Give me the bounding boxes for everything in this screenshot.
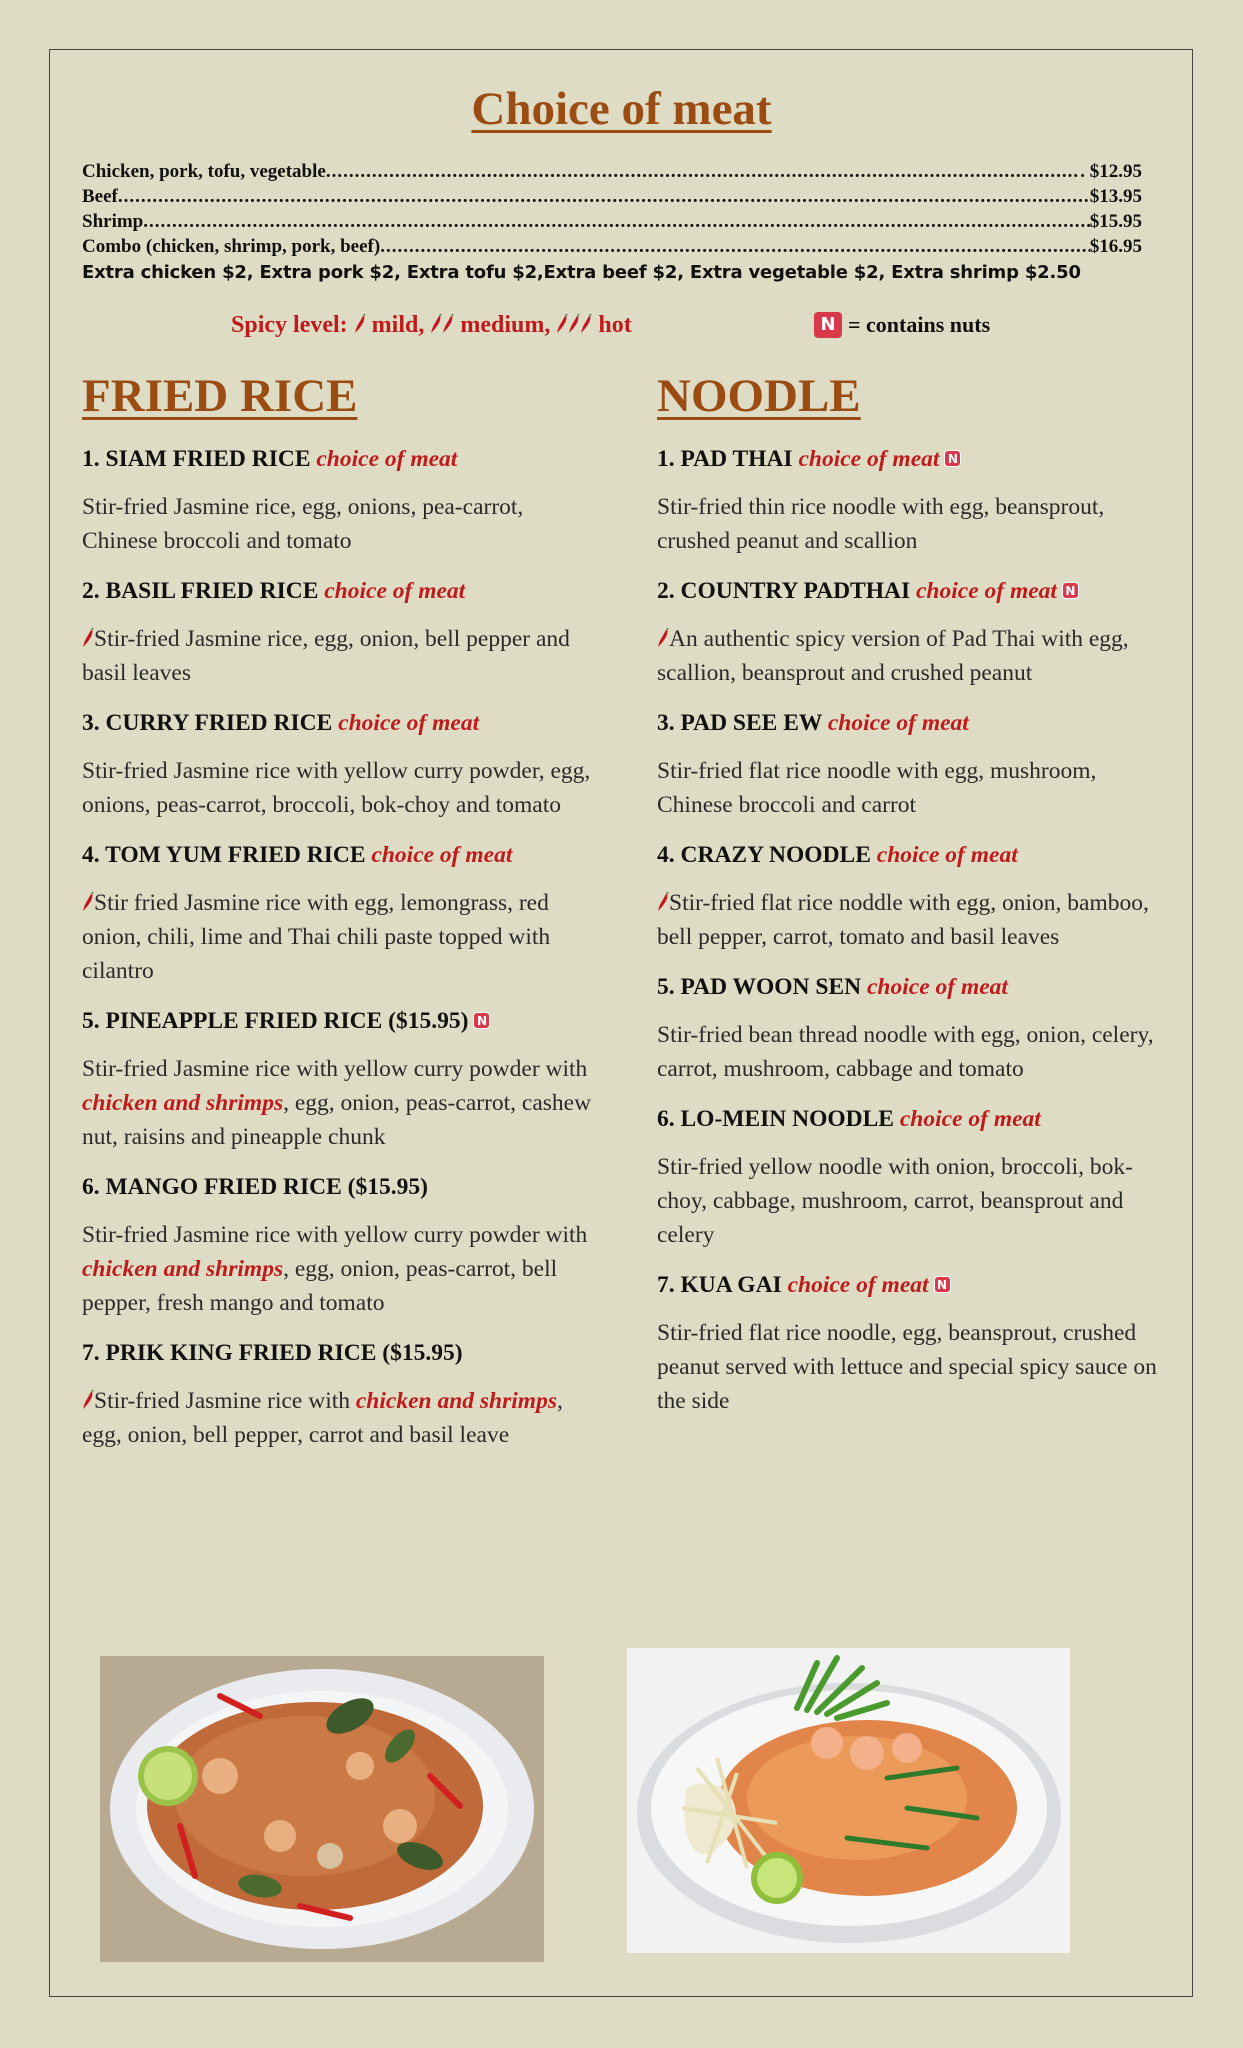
section-title-fried-rice: FRIED RICE <box>82 370 358 422</box>
item-name: 2. COUNTRY PADTHAI <box>657 578 911 604</box>
item-name: 2. BASIL FRIED RICE <box>82 578 319 604</box>
item-description-text: Stir-fried Jasmine rice with yellow curry powder with <box>82 1222 588 1248</box>
nuts-badge-icon: N <box>944 450 961 467</box>
item-description <box>82 1384 592 1452</box>
item-description <box>657 886 1167 954</box>
menu-item <box>657 840 1167 954</box>
chili-pepper-icon <box>82 628 94 648</box>
item-description-text: An authentic spicy version of Pad Thai with egg, scallion, beansprout and crushed peanut <box>657 626 1129 686</box>
menu-item <box>82 444 592 558</box>
choice-of-meat-label: choice of meat <box>324 578 466 604</box>
dot-leader <box>118 184 1090 209</box>
item-description: Stir-fried flat rice noodle, egg, beansprout, crushed peanut served with lettuce and special spicy sauce on the side <box>657 1320 1157 1414</box>
chili-pepper-icon <box>556 314 568 334</box>
chili-pepper-icon <box>568 314 580 334</box>
menu-item <box>82 1172 592 1320</box>
price-row <box>82 209 1142 234</box>
highlight-meat: chicken and shrimps <box>355 1388 557 1414</box>
nuts-badge-icon: N <box>934 1276 951 1293</box>
noodle-column <box>657 366 1167 1436</box>
item-title <box>82 1338 592 1368</box>
spicy-label: Spicy level: <box>231 312 348 338</box>
item-description <box>82 622 592 690</box>
price-item-name: Chicken, pork, tofu, vegetable <box>82 161 326 182</box>
section-title-noodle: NOODLE <box>657 370 861 422</box>
item-description-text: Stir fried Jasmine rice with egg, lemongrass, red onion, chili, lime and Thai chili paste topped with cilantro <box>82 890 551 984</box>
item-description <box>82 886 592 988</box>
spicy-legend <box>231 312 632 339</box>
choice-of-meat-label: choice of meat <box>338 710 480 736</box>
choice-of-meat-label: choice of meat <box>899 1106 1041 1132</box>
item-name: 3. PAD SEE EW <box>657 710 822 736</box>
price-item-name: Shrimp <box>82 211 144 232</box>
spicy-mild: mild, <box>371 312 425 338</box>
extras-line: Extra chicken $2, Extra pork $2, Extra tofu $2,Extra beef $2, Extra vegetable $2, Extra shrimp $2.50 <box>82 262 1081 283</box>
item-name: 5. PAD WOON SEN <box>657 974 862 1000</box>
menu-item <box>657 1104 1167 1252</box>
menu-item <box>82 1006 592 1154</box>
choice-of-meat-label: choice of meat <box>787 1272 929 1298</box>
chili-pepper-icon <box>82 1390 94 1410</box>
chili-pepper-icon <box>442 314 454 334</box>
chili-pepper-icon <box>657 892 669 912</box>
dot-leader <box>143 209 1090 234</box>
item-title <box>657 708 1167 738</box>
item-description: Stir-fried Jasmine rice, egg, onions, pea-carrot, Chinese broccoli and tomato <box>82 494 524 554</box>
item-description-text: , egg, onion, peas-carrot, bell pepper, fresh mango and tomato <box>82 1256 558 1316</box>
item-description-text: Stir-fried Jasmine rice with <box>94 1388 356 1414</box>
item-name: 6. MANGO FRIED RICE ($15.95) <box>82 1174 428 1200</box>
price-value: $16.95 <box>1089 236 1142 257</box>
item-description: Stir-fried thin rice noodle with egg, beansprout, crushed peanut and scallion <box>657 494 1105 554</box>
item-description: Stir-fried bean thread noodle with egg, onion, celery, carrot, mushroom, cabbage and tomato <box>657 1022 1154 1082</box>
pad-thai-photo <box>627 1648 1070 1953</box>
spicy-medium: medium, <box>460 312 551 338</box>
choice-of-meat-label: choice of meat <box>876 842 1018 868</box>
menu-item <box>657 708 1167 822</box>
legend <box>0 312 1243 352</box>
item-description-text: Stir-fried flat rice noddle with egg, onion, bamboo, bell pepper, carrot, tomato and basil leaves <box>657 890 1149 950</box>
nuts-legend <box>814 312 990 338</box>
menu-item <box>82 840 592 988</box>
item-name: 1. SIAM FRIED RICE <box>82 446 311 472</box>
spicy-hot: hot <box>598 312 632 338</box>
dot-leader <box>326 159 1080 184</box>
fried-rice-plate-image <box>100 1656 544 1962</box>
item-description-text: Stir-fried Jasmine rice with yellow curry powder with <box>82 1056 588 1082</box>
price-row <box>82 234 1142 259</box>
choice-of-meat-label: choice of meat <box>915 578 1057 604</box>
price-value: $13.95 <box>1089 186 1142 207</box>
item-title <box>657 1104 1167 1134</box>
item-title <box>657 444 1167 474</box>
item-description-text: Stir-fried Jasmine rice, egg, onion, bell pepper and basil leaves <box>82 626 570 686</box>
nuts-badge-icon: N <box>473 1012 490 1029</box>
item-name: 7. PRIK KING FRIED RICE ($15.95) <box>82 1340 463 1366</box>
item-name: 3. CURRY FRIED RICE <box>82 710 333 736</box>
choice-of-meat-label: choice of meat <box>316 446 458 472</box>
menu-item <box>82 708 592 822</box>
price-value: $15.95 <box>1089 211 1142 232</box>
item-title <box>82 840 592 870</box>
item-title <box>82 1172 592 1202</box>
item-description: Stir-fried yellow noodle with onion, broccoli, bok-choy, cabbage, mushroom, carrot, beansprout and celery <box>657 1154 1133 1248</box>
page-title: Choice of meat <box>471 83 772 135</box>
item-name: 4. CRAZY NOODLE <box>657 842 871 868</box>
chili-pepper-icon <box>580 314 592 334</box>
choice-of-meat-label: choice of meat <box>798 446 940 472</box>
highlight-meat: chicken and shrimps <box>82 1256 284 1282</box>
dot-leader <box>380 234 1090 259</box>
item-description: Stir-fried Jasmine rice with yellow curry powder, egg, onions, peas-carrot, broccoli, bok-choy and tomato <box>82 758 591 818</box>
item-description <box>82 1052 592 1154</box>
menu-item <box>657 444 1167 558</box>
chili-pepper-icon <box>430 314 442 334</box>
item-description: Stir-fried flat rice noodle with egg, mushroom, Chinese broccoli and carrot <box>657 758 1097 818</box>
item-title <box>657 576 1167 606</box>
item-title <box>82 708 592 738</box>
item-title <box>657 972 1167 1002</box>
menu-item <box>82 576 592 690</box>
highlight-meat: chicken and shrimps <box>82 1090 284 1116</box>
item-title <box>82 1006 592 1036</box>
item-title <box>82 576 592 606</box>
price-list <box>82 159 1142 287</box>
menu-item <box>657 1270 1167 1418</box>
item-description-text: , egg, onion, peas-carrot, cashew nut, raisins and pineapple chunk <box>82 1090 592 1150</box>
menu-item <box>657 972 1167 1086</box>
nuts-legend-text: = contains nuts <box>848 312 991 337</box>
fried-rice-photo <box>100 1656 544 1962</box>
item-name: 7. KUA GAI <box>657 1272 782 1298</box>
price-row <box>82 159 1142 184</box>
price-item-name: Combo (chicken, shrimp, pork, beef) <box>82 236 381 257</box>
item-title <box>82 444 592 474</box>
item-name: 6. LO-MEIN NOODLE <box>657 1106 894 1132</box>
price-row <box>82 184 1142 209</box>
menu-item <box>657 576 1167 690</box>
item-title <box>657 840 1167 870</box>
item-description <box>657 622 1167 690</box>
chili-pepper-icon <box>354 314 366 334</box>
item-name: 1. PAD THAI <box>657 446 793 472</box>
nuts-badge-icon: N <box>814 312 842 338</box>
nuts-badge-icon: N <box>1062 582 1079 599</box>
fried-rice-column <box>82 366 592 1470</box>
price-item-name: Beef <box>82 186 118 207</box>
chili-pepper-icon <box>82 892 94 912</box>
item-title <box>657 1270 1167 1300</box>
item-description-text: , egg, onion, bell pepper, carrot and basil leave <box>82 1388 563 1448</box>
choice-of-meat-label: choice of meat <box>371 842 513 868</box>
chili-pepper-icon <box>657 628 669 648</box>
menu-item <box>82 1338 592 1452</box>
choice-of-meat-label: choice of meat <box>867 974 1008 1000</box>
item-name: 4. TOM YUM FRIED RICE <box>82 842 366 868</box>
choice-of-meat-label: choice of meat <box>827 710 969 736</box>
item-description <box>82 1218 592 1320</box>
pad-thai-plate-image <box>627 1648 1070 1953</box>
item-name: 5. PINEAPPLE FRIED RICE ($15.95) <box>82 1008 469 1034</box>
price-value: . $12.95 <box>1080 161 1142 182</box>
